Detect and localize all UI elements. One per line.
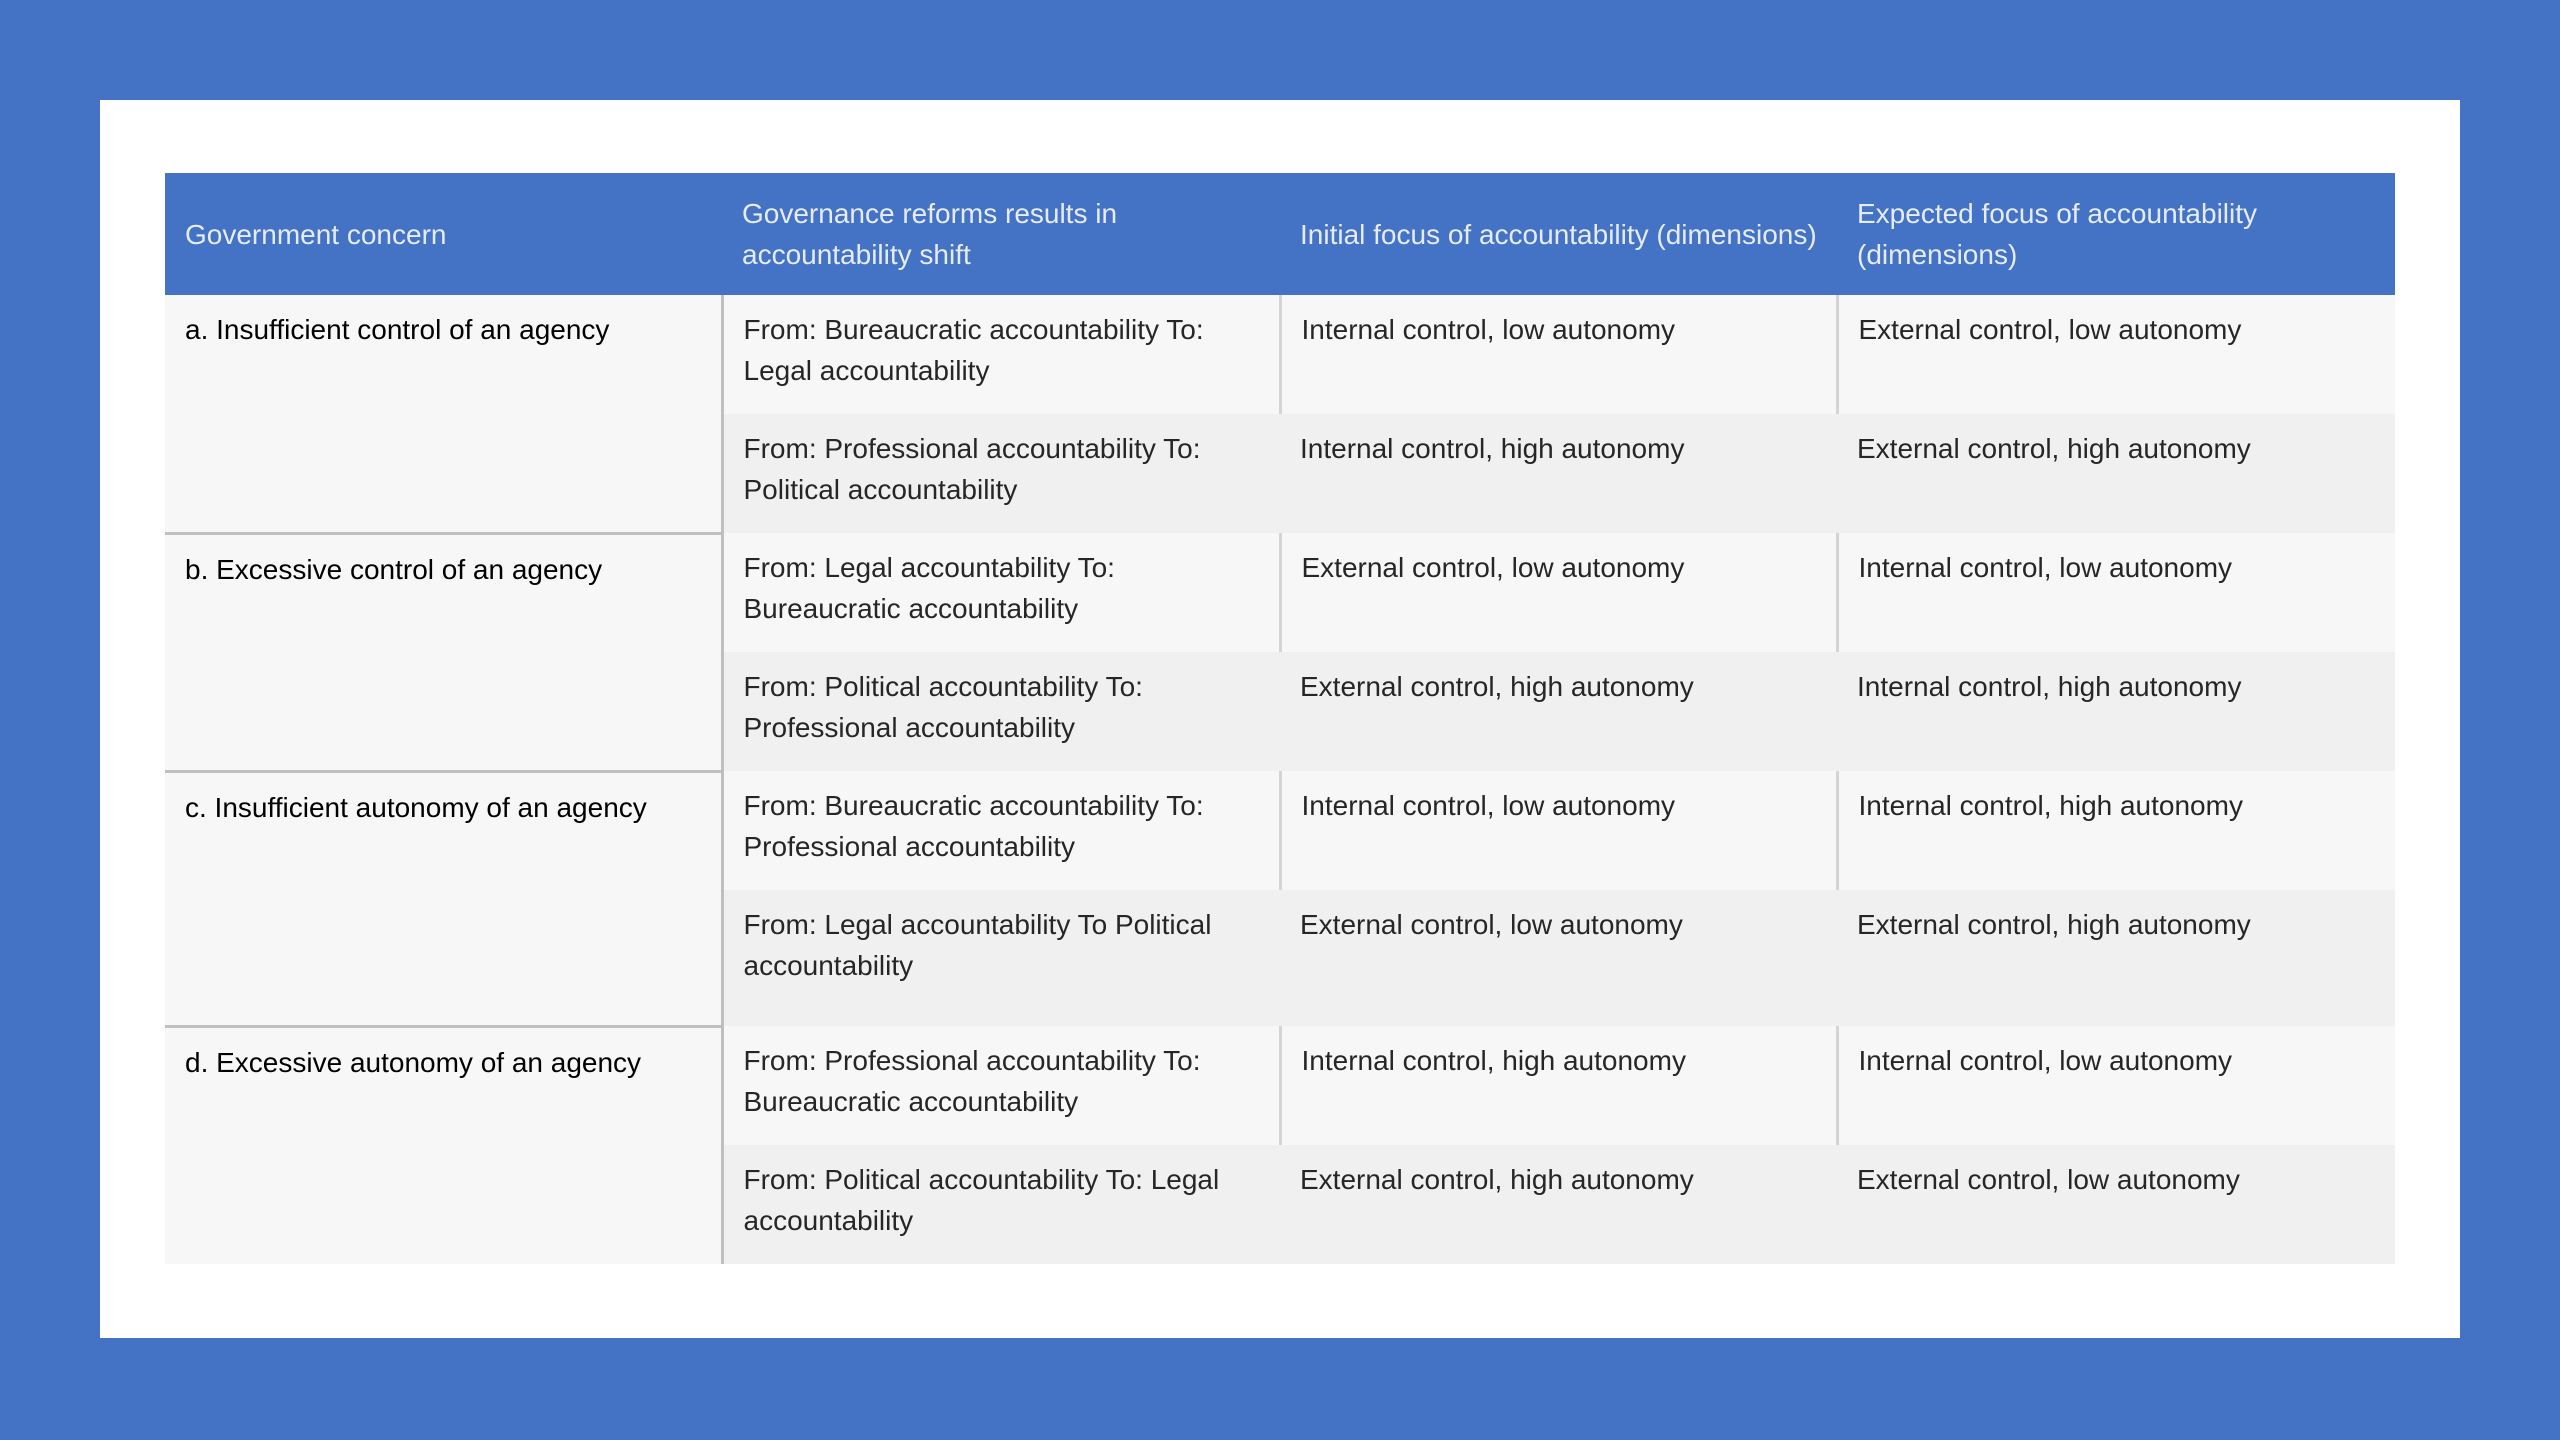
shift-cell: From: Legal accountability To: Bureaucratic accountability [722, 533, 1280, 652]
header-governance-reforms: Governance reforms results in accountability shift [722, 173, 1280, 295]
expected-focus-cell: Internal control, low autonomy [1837, 533, 2395, 652]
initial-focus-cell: External control, low autonomy [1280, 890, 1837, 1026]
table-row [165, 1026, 2395, 1145]
shift-cell: From: Political accountability To: Professional accountability [722, 652, 1280, 771]
shift-cell: From: Legal accountability To Political accountability [722, 890, 1280, 1026]
initial-focus-cell: Internal control, low autonomy [1280, 771, 1837, 890]
expected-focus-cell: Internal control, high autonomy [1837, 652, 2395, 771]
concern-cell: b. Excessive control of an agency [165, 533, 722, 771]
shift-cell: From: Bureaucratic accountability To: Legal accountability [722, 295, 1280, 414]
slide-canvas [100, 100, 2460, 1338]
header-initial-focus: Initial focus of accountability (dimensions) [1280, 173, 1837, 295]
table-row [165, 771, 2395, 890]
header-row [165, 173, 2395, 295]
expected-focus-cell: Internal control, high autonomy [1837, 771, 2395, 890]
expected-focus-cell: External control, high autonomy [1837, 890, 2395, 1026]
expected-focus-cell: External control, low autonomy [1837, 295, 2395, 414]
shift-cell: From: Professional accountability To: Political accountability [722, 414, 1280, 533]
concern-cell: c. Insufficient autonomy of an agency [165, 771, 722, 1026]
shift-cell: From: Political accountability To: Legal accountability [722, 1145, 1280, 1264]
expected-focus-cell: External control, low autonomy [1837, 1145, 2395, 1264]
table-body [165, 295, 2395, 1264]
expected-focus-cell: Internal control, low autonomy [1837, 1026, 2395, 1145]
initial-focus-cell: Internal control, high autonomy [1280, 414, 1837, 533]
table-row [165, 533, 2395, 652]
table-header [165, 173, 2395, 295]
header-expected-focus: Expected focus of accountability (dimensions) [1837, 173, 2395, 295]
accountability-table [165, 173, 2395, 1264]
table-row [165, 295, 2395, 414]
initial-focus-cell: External control, high autonomy [1280, 652, 1837, 771]
shift-cell: From: Bureaucratic accountability To: Professional accountability [722, 771, 1280, 890]
expected-focus-cell: External control, high autonomy [1837, 414, 2395, 533]
initial-focus-cell: External control, high autonomy [1280, 1145, 1837, 1264]
header-government-concern: Government concern [165, 173, 722, 295]
initial-focus-cell: Internal control, low autonomy [1280, 295, 1837, 414]
concern-cell: d. Excessive autonomy of an agency [165, 1026, 722, 1264]
initial-focus-cell: Internal control, high autonomy [1280, 1026, 1837, 1145]
shift-cell: From: Professional accountability To: Bureaucratic accountability [722, 1026, 1280, 1145]
concern-cell: a. Insufficient control of an agency [165, 295, 722, 533]
initial-focus-cell: External control, low autonomy [1280, 533, 1837, 652]
